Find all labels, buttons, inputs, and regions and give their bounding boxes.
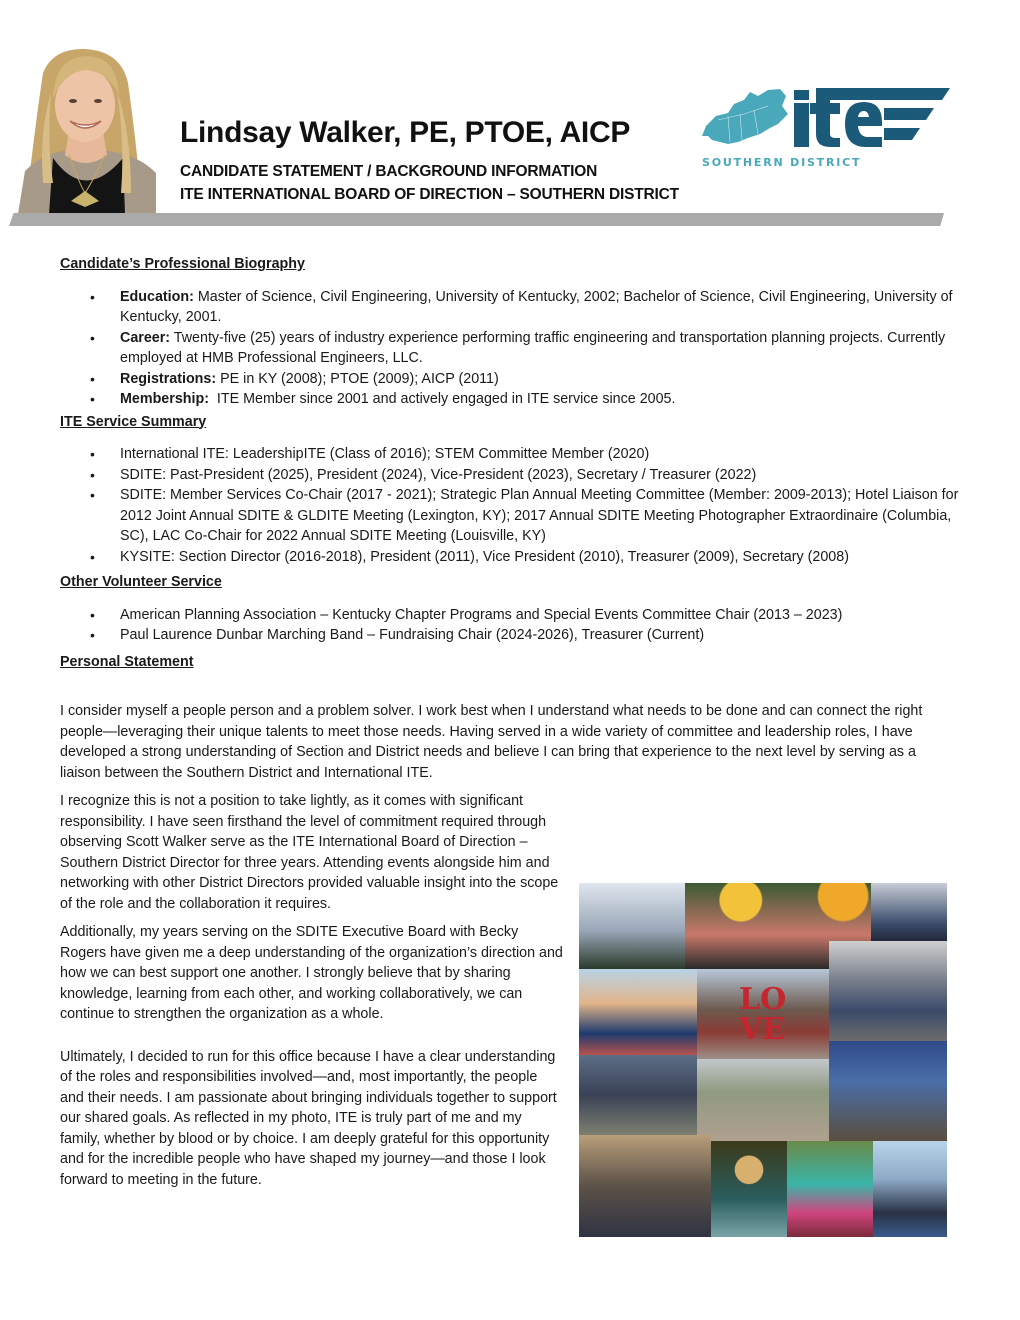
collage-photo-formal-event (579, 969, 697, 1055)
southern-district-map-icon (702, 89, 788, 144)
biography-item-career: • Career: Twenty-five (25) years of industry experience performing traffic engineering and transportation planning projects. Currently employed at HMB Professional Engineers, LLC. (60, 328, 960, 369)
volunteer-item: • Paul Laurence Dunbar Marching Band – Fundraising Chair (2024-2026), Treasurer (Current) (60, 625, 960, 646)
candidate-name: Lindsay Walker, PE, PTOE, AICP (180, 116, 631, 149)
statement-paragraph: I recognize this is not a position to take lightly, as it comes with significant responsibility. I have seen firsthand the level of commitment required through observing Scott Walker serve as the ITE International Board of Direction – Southern District Director for three years. Attending events alongside him and networking with other District Directors provided valuable insight into the scope of the role and the collaboration it requires. (60, 793, 559, 912)
svg-text:VE: VE (739, 1012, 786, 1047)
header-divider-bar (9, 213, 944, 226)
collage-photo-love-sculpture (697, 969, 829, 1059)
collage-photo-group-staircase (579, 1135, 711, 1237)
statement-paragraph: Ultimately, I decided to run for this office because I have a clear understanding of the roles and responsibilities involved—and, most importantly, the people and their needs. I am passionate about bringing individuals together to support our shared goals. As reflected in my photo, ITE is truly part of me and my family, whether by blood or by choice. I am deeply grateful for this opportunity and for the incredible people who have shaped my journey—and those I look forward to meeting in the future. (60, 1048, 557, 1188)
statement-paragraph: Additionally, my years serving on the SDITE Executive Board with Becky Rogers have given me a deep understanding of the organization’s direction and how we can best support one another. I strongly believe that by sharing knowledge, learning from each other, and working collaboratively, we can continue to strengthen the organization as a whole. (60, 924, 563, 1022)
collage-photo-group-booth (829, 941, 947, 1041)
biography-heading: Candidate’s Professional Biography (60, 256, 305, 272)
statement-paragraph: I consider myself a people person and a problem solver. I work best when I understand what needs to be done and can connect the right people—leveraging their unique talents to meet those needs. Having served in a wide variety of committee and leadership roles, I have developed a strong understanding of Section and District needs and believe I can bring that experience to the next level by serving as a liaison between the Southern District and International ITE. (60, 703, 923, 781)
volunteer-list (60, 605, 960, 646)
document-subtitle: CANDIDATE STATEMENT / BACKGROUND INFORMATION (180, 163, 598, 180)
collage-photo-frame-plaza (697, 1059, 829, 1141)
love-sculpture-icon (697, 969, 829, 1059)
service-item: • SDITE: Past-President (2025), President (2024), Vice-President (2023), Secretary / Treasurer (2022) (60, 465, 960, 486)
volunteer-heading: Other Volunteer Service (60, 574, 222, 590)
personal-statement (60, 701, 955, 1243)
service-item: • KYSITE: Section Director (2016-2018), President (2011), Vice President (2010), Treasurer (2009), Secretary (2008) (60, 547, 960, 568)
collage-photo-family-outdoors (873, 1141, 947, 1237)
document-body (60, 254, 960, 676)
portrait-photo (13, 43, 156, 214)
collage-photo-bsi-booth (579, 1055, 697, 1135)
photo-collage (579, 883, 947, 1237)
biography-list (60, 287, 960, 410)
service-item: • International ITE: LeadershipITE (Class of 2016); STEM Committee Member (2020) (60, 444, 960, 465)
candidate-portrait (13, 43, 156, 214)
service-item: • SDITE: Member Services Co-Chair (2017 - 2021); Strategic Plan Annual Meeting Committee (Member: 2009-2013); Hotel Liaison for 2012 Joint Annual SDITE & GLDITE Meeting (Lexington, KY); 2017 Annual SDITE Meeting Photographer Extraordinaire (Columbia, SC), LAC Co-Chair for 2022 Annual SDITE Meeting (Louisville, KY) (60, 485, 960, 547)
biography-item-education: • Education: Master of Science, Civil Engineering, University of Kentucky, 2002; Bachelor of Science, Civil Engineering, University of Kentucky, 2001. (60, 287, 960, 328)
biography-item-membership: • Membership: ITE Member since 2001 and actively engaged in ITE service since 2005. (60, 389, 960, 410)
ite-southern-district-logo (698, 86, 950, 172)
service-heading: ITE Service Summary (60, 413, 207, 430)
collage-photo-couple (711, 1141, 787, 1237)
collage-photo-group-award (579, 883, 685, 969)
volunteer-item: • American Planning Association – Kentucky Chapter Programs and Special Events Committee Chair (2013 – 2023) (60, 605, 960, 626)
service-list (60, 444, 960, 567)
statement-heading: Personal Statement (60, 653, 194, 670)
collage-photo-expo-conversation (829, 1041, 947, 1141)
board-subtitle: ITE INTERNATIONAL BOARD OF DIRECTION – SOUTHERN DISTRICT (180, 186, 679, 203)
svg-text:LO: LO (739, 982, 787, 1017)
collage-photo-expo-hug (871, 883, 947, 941)
collage-photo-fiesta (787, 1141, 873, 1237)
biography-item-registrations: • Registrations: PE in KY (2008); PTOE (2009); AICP (2011) (60, 369, 960, 390)
svg-text:SOUTHERN DISTRICT: SOUTHERN DISTRICT (702, 156, 862, 169)
